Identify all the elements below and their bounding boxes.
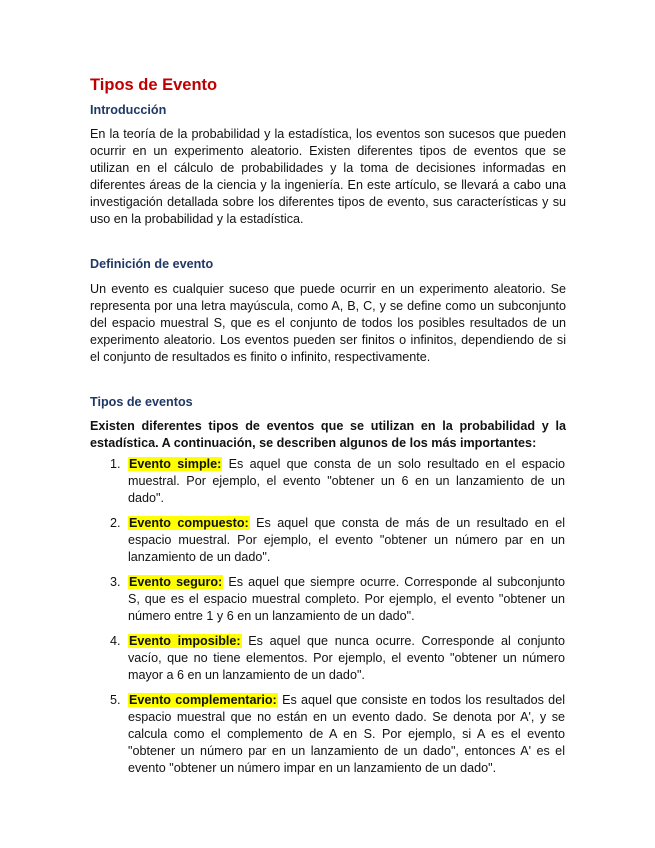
intro-heading: Introducción: [90, 103, 167, 117]
term-evento-simple: Evento simple:: [129, 457, 222, 471]
list-item-number: 1.: [110, 457, 121, 471]
list-item-text: Es aquel que consta de más de un resultado en el espacio muestral. Por ejemplo, el evento "obtener un número par en un lanzamiento de un dado".: [128, 516, 565, 564]
list-item-number: 4.: [110, 634, 121, 648]
types-heading: Tipos de eventos: [90, 395, 193, 409]
list-item-text: Es aquel que nunca ocurre. Corresponde al conjunto vacío, que no tiene elementos. Por ejemplo, el evento "obtener un número mayor a 6 en un lanzamiento de un dado".: [128, 634, 565, 682]
list-item-number: 3.: [110, 575, 121, 589]
definition-paragraph: Un evento es cualquier suceso que puede ocurrir en un experimento aleatorio. Se representa por una letra mayúscula, como A, B, C, y se define como un subconjunto del espacio muestral S, que es el conjunto de todos los posibles resultados de un experimento aleatorio. Los eventos pueden ser finitos o infinitos, dependiendo de si el conjunto de resultados es finito o infinito, respectivamente.: [90, 282, 566, 364]
term-evento-seguro: Evento seguro:: [129, 575, 223, 589]
list-item-text: Es aquel que siempre ocurre. Corresponde al subconjunto S, que es el espacio muestral completo. Por ejemplo, el evento "obtener un número entre 1 y 6 en un lanzamiento de un dado".: [128, 575, 566, 623]
intro-paragraph: En la teoría de la probabilidad y la estadística, los eventos son sucesos que pueden ocurrir en un experimento aleatorio. Existen diferentes tipos de eventos que se utilizan en el cálculo de probabilidades y la toma de decisiones informadas en diferentes áreas de la ciencia y la ingeniería. En este artículo, se llevará a cabo una investigación detallada sobre los diferentes tipos de evento, sus características y su uso en la probabilidad y la estadística.: [90, 127, 566, 226]
term-evento-imposible: Evento imposible:: [129, 634, 241, 648]
list-item-number: 2.: [110, 516, 121, 530]
term-evento-compuesto: Evento compuesto:: [129, 516, 249, 530]
list-item-text: Es aquel que consta de un solo resultado en el espacio muestral. Por ejemplo, el evento "obtener un 6 en un lanzamiento de un dado".: [128, 457, 565, 505]
term-evento-complementario: Evento complementario:: [129, 693, 277, 707]
types-lead-paragraph: Existen diferentes tipos de eventos que se utilizan en la probabilidad y la estadística. A continuación, se describen algunos de los más importantes:: [90, 419, 566, 450]
definition-heading: Definición de evento: [90, 257, 214, 271]
document-title: Tipos de Evento: [90, 76, 218, 94]
list-item-text: Es aquel que consiste en todos los resultados del espacio muestral que no están en un evento dado. Se denota por A', y se calcula como el complemento de A en S. Por ejemplo, si A es el evento "obtener un número par en un lanzamiento de un dado", entonces A' es el evento "obtener un número impar en un lanzamiento de un dado".: [128, 693, 565, 775]
list-item-number: 5.: [110, 693, 121, 707]
